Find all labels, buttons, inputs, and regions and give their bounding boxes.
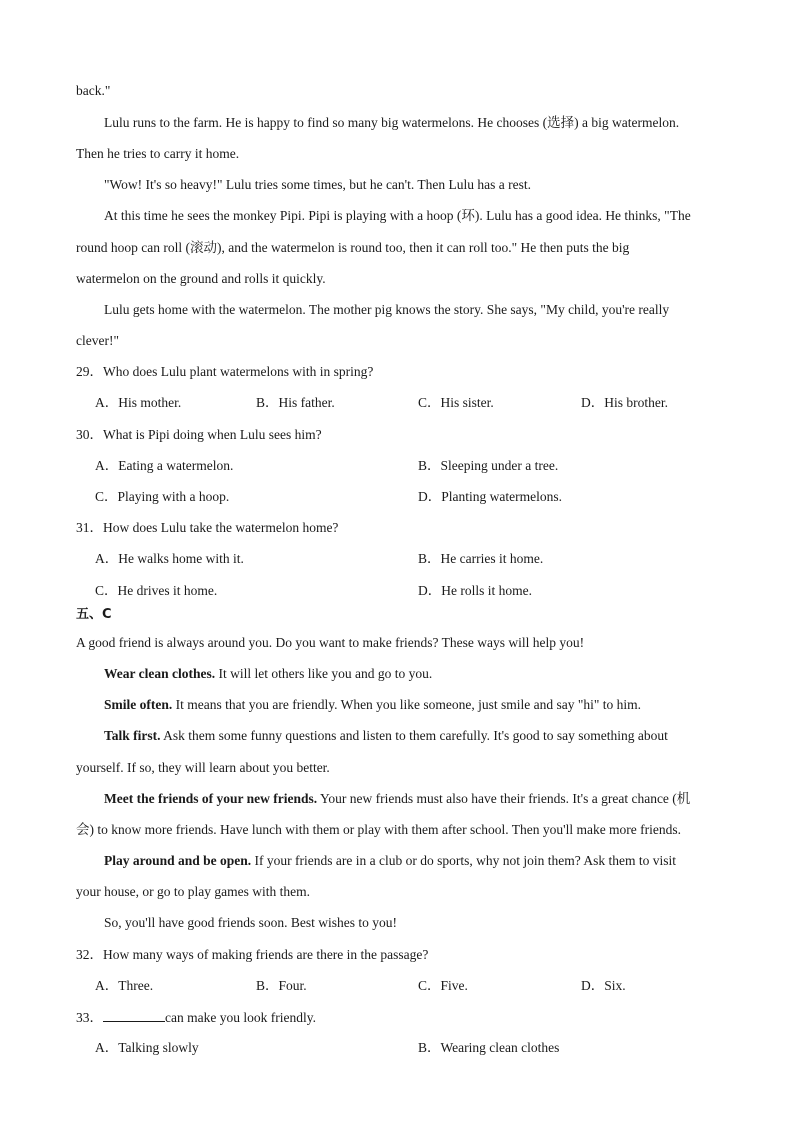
question-30-options-row1 [0, 457, 794, 475]
answer-blank[interactable] [103, 1008, 165, 1022]
passage-line: yourself. If so, they will learn about you better. [76, 760, 330, 775]
passage-way-5 [104, 852, 676, 870]
option-c[interactable]: C．Five. [418, 978, 468, 993]
question-30-stem: 30．What is Pipi doing when Lulu sees him? [76, 427, 322, 442]
option-b[interactable]: B．He carries it home. [418, 551, 544, 566]
story-line: Lulu gets home with the watermelon. The mother pig knows the story. She says, "My child, you're really [104, 302, 670, 317]
option-d[interactable]: D．Planting watermelons. [418, 489, 562, 504]
way-heading: Meet the friends of your new friends. [104, 791, 318, 806]
story-line: back." [76, 83, 111, 98]
story-line: round hoop can roll (滚动), and the watermelon is round too, then it can roll too." He then puts the big [76, 240, 630, 255]
option-a[interactable]: A．He walks home with it. [95, 551, 244, 566]
option-c[interactable]: C．His sister. [418, 395, 494, 410]
way-text: It means that you are friendly. When you like someone, just smile and say "hi" to him. [172, 697, 642, 712]
question-text: can make you look friendly. [165, 1010, 316, 1025]
question-32-options [0, 977, 794, 995]
story-line: Then he tries to carry it home. [76, 146, 240, 161]
story-line: clever!" [76, 333, 119, 348]
way-heading: Smile often. [104, 697, 173, 712]
option-c[interactable]: C．He drives it home. [95, 583, 218, 598]
passage-way-4 [104, 790, 690, 808]
option-d[interactable]: D．Six. [581, 978, 626, 993]
passage-intro: A good friend is always around you. Do you want to make friends? These ways will help you! [76, 635, 585, 650]
section-heading: 五、C [76, 607, 112, 622]
question-29-stem: 29．Who does Lulu plant watermelons with in spring? [76, 364, 374, 379]
way-heading: Wear clean clothes. [104, 666, 216, 681]
way-heading: Talk first. [104, 728, 161, 743]
way-heading: Play around and be open. [104, 853, 252, 868]
question-31-options-row2 [0, 582, 794, 600]
option-c[interactable]: C．Playing with a hoop. [95, 489, 230, 504]
question-30-options-row2 [0, 488, 794, 506]
question-31-options-row1 [0, 550, 794, 568]
question-32-stem: 32．How many ways of making friends are there in the passage? [76, 947, 429, 962]
option-a[interactable]: A．Eating a watermelon. [95, 458, 234, 473]
passage-closing: So, you'll have good friends soon. Best wishes to you! [104, 915, 398, 930]
passage-line: your house, or go to play games with them. [76, 884, 310, 899]
story-line: Lulu runs to the farm. He is happy to find so many big watermelons. He chooses (选择) a big watermelon. [104, 115, 680, 130]
option-b[interactable]: B．His father. [256, 395, 335, 410]
passage-line: 会) to know more friends. Have lunch with them or play with them after school. Then you'll make more friends. [76, 822, 682, 837]
question-33-options [0, 1039, 794, 1057]
question-number: 33． [76, 1010, 103, 1025]
option-d[interactable]: D．He rolls it home. [418, 583, 532, 598]
option-a[interactable]: A．His mother. [95, 395, 182, 410]
passage-way-2 [104, 696, 641, 714]
way-text: Ask them some funny questions and listen to them carefully. It's good to say something about [160, 728, 668, 743]
option-b[interactable]: B．Four. [256, 978, 307, 993]
option-a[interactable]: A．Talking slowly [95, 1040, 199, 1055]
way-text: It will let others like you and go to you. [215, 666, 433, 681]
option-b[interactable]: B．Sleeping under a tree. [418, 458, 559, 473]
question-33-stem [76, 1008, 316, 1027]
passage-way-1 [104, 665, 432, 683]
way-text: Your new friends must also have their friends. It's a great chance (机 [317, 791, 691, 806]
passage-way-3 [104, 727, 668, 745]
story-line: At this time he sees the monkey Pipi. Pipi is playing with a hoop (环). Lulu has a good idea. He thinks, "The [104, 208, 691, 223]
option-b[interactable]: B．Wearing clean clothes [418, 1040, 560, 1055]
story-line: watermelon on the ground and rolls it quickly. [76, 271, 326, 286]
option-d[interactable]: D．His brother. [581, 395, 668, 410]
option-a[interactable]: A．Three. [95, 978, 154, 993]
way-text: If your friends are in a club or do sports, why not join them? Ask them to visit [251, 853, 676, 868]
question-31-stem: 31．How does Lulu take the watermelon home? [76, 520, 339, 535]
question-29-options [0, 394, 794, 412]
story-line: "Wow! It's so heavy!" Lulu tries some times, but he can't. Then Lulu has a rest. [104, 177, 531, 192]
